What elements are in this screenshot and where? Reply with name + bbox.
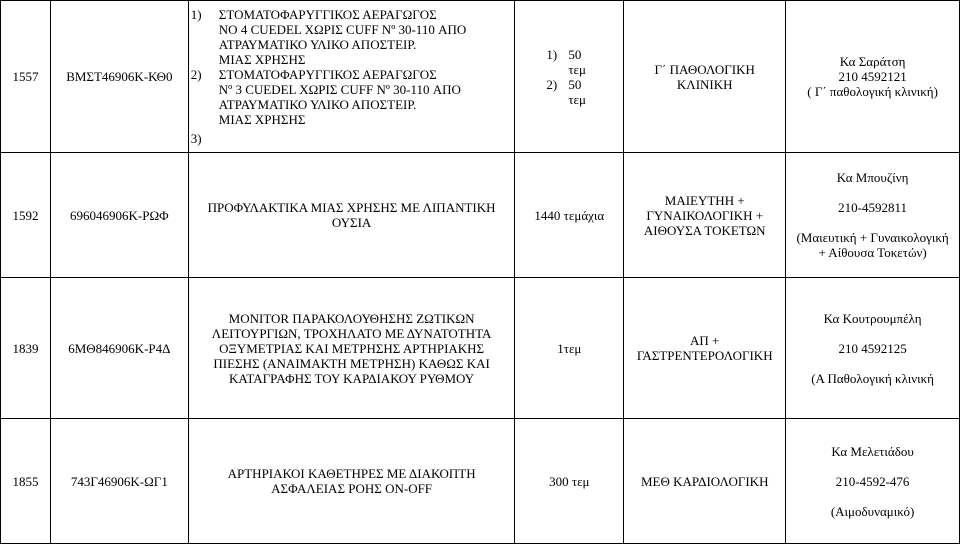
row-description: [188, 1, 515, 153]
row-id: 1557: [1, 1, 51, 153]
table-row: [1, 153, 960, 278]
row-quantity: 1440 τεμάχια: [515, 153, 624, 278]
row-id: 1855: [1, 419, 51, 544]
row-contact: Κα Μπουζίνη 210-4592811 (Μαιευτική + Γυναικολογική + Αίθουσα Τοκετών): [786, 153, 960, 278]
row-clinic: ΜΑΙΕΥΤΗΗ + ΓΥΝΑΙΚΟΛΟΓΙΚΗ + ΑΙΘΟΥΣΑ ΤΟΚΕΤΩΝ: [624, 153, 786, 278]
table-row: [1, 278, 960, 419]
table-row: [1, 1, 960, 153]
row-contact: Κα Κουτρουμπέλη 210 4592125 (Α Παθολογική κλινική: [786, 278, 960, 419]
row-clinic: Γ΄ ΠΑΘΟΛΟΓΙΚΗ ΚΛΙΝΙΚΗ: [624, 1, 786, 153]
row-description: MONITOR ΠΑΡΑΚΟΛΟΥΘΗΣΗΣ ΖΩΤΙΚΩΝ ΛΕΙΤΟΥΡΓΙΩΝ, ΤΡΟΧΗΛΑΤΟ ΜΕ ΔΥΝΑΤΟΤΗΤΑ ΟΞΥΜΕΤΡΙΑΣ ΚΑΙ ΜΕΤΡΗΣΗΣ ΑΡΤΗΡΙΑΚΗΣ ΠΙΕΣΗΣ (ΑΝΑΙΜΑΚΤΗ ΜΕΤΡΗΣΗ) ΚΑΘΩΣ ΚΑΙ ΚΑΤΑΓΡΑΦΗΣ ΤΟΥ ΚΑΡΔΙΑΚΟΥ ΡΥΘΜΟΥ: [188, 278, 515, 419]
row-quantity: 1) 50 τεμ 2) 50 τεμ: [515, 1, 624, 153]
row-contact: Κα Σαράτση 210 4592121 ( Γ΄ παθολογική κλινική): [786, 1, 960, 153]
row-clinic: ΜΕΘ ΚΑΡΔΙΟΛΟΓΙΚΗ: [624, 419, 786, 544]
row-description: ΠΡΟΦΥΛΑΚΤΙΚΑ ΜΙΑΣ ΧΡΗΣΗΣ ΜΕ ΛΙΠΑΝΤΙΚΗ ΟΥΣΙΑ: [188, 153, 515, 278]
row-code: ΒΜΣΤ46906Κ-ΚΘ0: [50, 1, 188, 153]
list-item: 2) ΣΤΟΜΑΤΟΦΑΡΥΓΓΙΚΟΣ ΑΕΡΑΓΩΓΟΣ Nº 3 CUEDEL ΧΩΡΙΣ CUFF Nº 30-110 ΑΠΟ ΑΤΡΑΥΜΑΤΙΚΟ ΥΛΙΚΟ ΑΠΟΣΤΕΙΡ. ΜΙΑΣ ΧΡΗΣΗΣ: [190, 67, 461, 127]
row-code: 696046906Κ-ΡΩΦ: [50, 153, 188, 278]
row-description: ΑΡΤΗΡΙΑΚΟΙ ΚΑΘΕΤΗΡΕΣ ΜΕ ΔΙΑΚΟΠΤΗ ΑΣΦΑΛΕΙΑΣ ΡΟΗΣ ON-OFF: [188, 419, 515, 544]
row-id: 1592: [1, 153, 51, 278]
list-item: 3): [190, 131, 202, 146]
row-id: 1839: [1, 278, 51, 419]
row-clinic: ΑΠ + ΓΑΣΤΡΕΝΤΕΡΟΛΟΓΙΚΗ: [624, 278, 786, 419]
list-item: 1) ΣΤΟΜΑΤΟΦΑΡΥΓΓΙΚΟΣ ΑΕΡΑΓΩΓΟΣ ΝΟ 4 CUEDEL ΧΩΡΙΣ CUFF Nº 30-110 ΑΠΟ ΑΤΡΑΥΜΑΤΙΚΟ ΥΛΙΚΟ ΑΠΟΣΤΕΙΡ. ΜΙΑΣ ΧΡΗΣΗΣ: [190, 7, 467, 67]
row-quantity: 300 τεμ: [515, 419, 624, 544]
row-code: 743Γ46906Κ-ΩΓ1: [50, 419, 188, 544]
row-quantity: 1τεμ: [515, 278, 624, 419]
row-contact: Κα Μελετιάδου 210-4592-476 (Αιμοδυναμικό): [786, 419, 960, 544]
row-code: 6ΜΘ846906Κ-Ρ4Δ: [50, 278, 188, 419]
table-row: [1, 419, 960, 544]
